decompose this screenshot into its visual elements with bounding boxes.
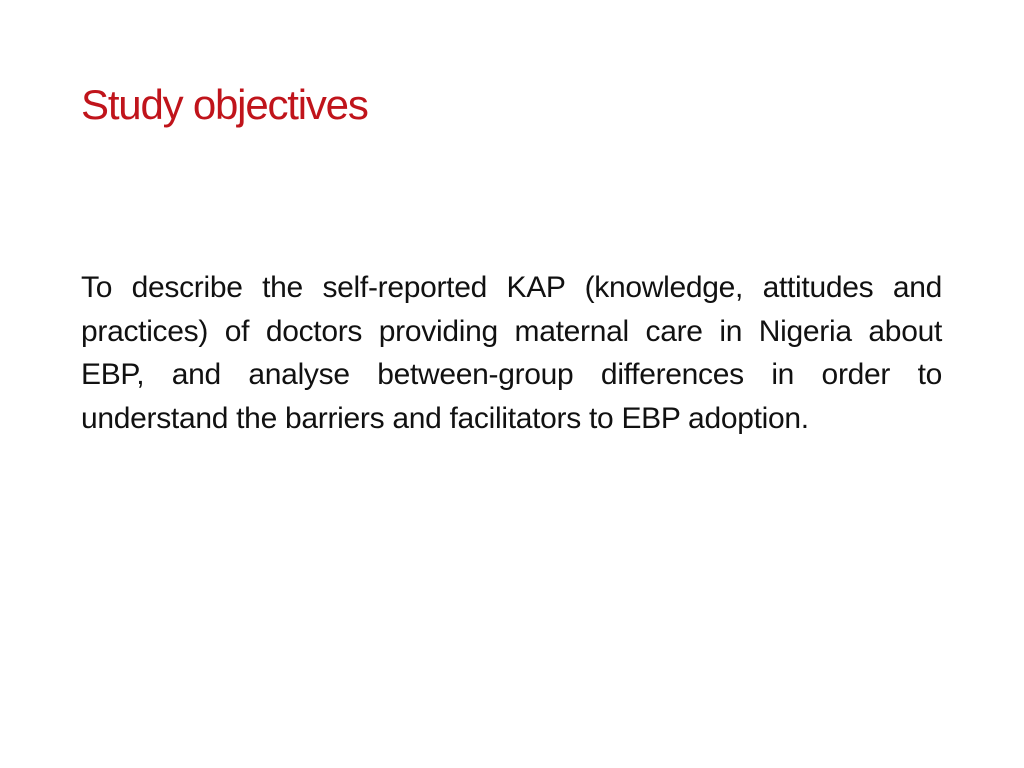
- objective-paragraph: To describe the self-reported KAP (knowledge, attitudes and practices) of doctors providing maternal care in Nigeria about EBP, and analyse between-group differences in order to understand the barriers and facilitators to EBP adoption.: [81, 271, 942, 435]
- slide-title: Study objectives: [81, 81, 368, 128]
